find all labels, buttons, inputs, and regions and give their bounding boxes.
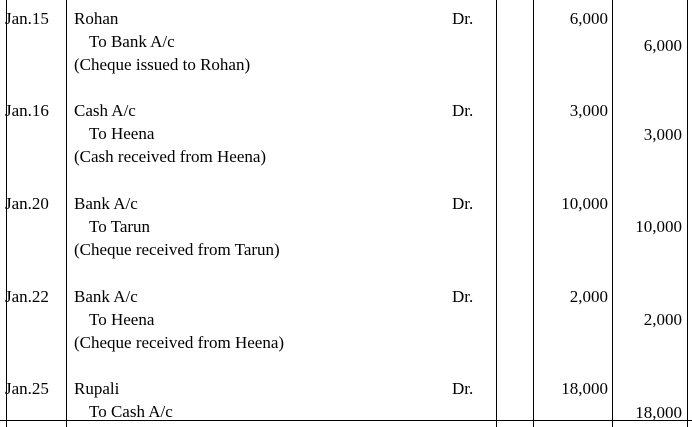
debit-account: Rohan [74,9,119,28]
debit-amount: 3,000 [569,101,608,120]
dr-marker: Dr. [452,287,474,306]
entry-date: Jan.25 [5,379,49,398]
credit-amount: 3,000 [643,125,682,144]
date-column-rule [66,0,67,427]
debit-column-rule [612,0,613,427]
credit-account: To Cash A/c [89,402,173,421]
debit-amount: 18,000 [561,379,608,398]
debit-account: Bank A/c [74,287,138,306]
dr-marker: Dr. [452,379,474,398]
credit-account: To Tarun [89,217,151,236]
debit-amount: 10,000 [561,194,608,213]
credit-account: To Heena [89,310,155,329]
dr-marker: Dr. [452,194,474,213]
narration: (Cheque issued to Rohan) [74,55,251,74]
credit-amount: 2,000 [643,310,682,329]
lf-column-left-rule [496,0,497,427]
entry-date: Jan.22 [5,287,49,306]
entry-date: Jan.20 [5,194,49,213]
narration: (Cheque received from Heena) [74,333,285,352]
dr-marker: Dr. [452,101,474,120]
narration: (Cash received from Heena) [74,147,267,166]
debit-account: Rupali [74,379,120,398]
lf-column-right-rule [533,0,534,427]
debit-account: Cash A/c [74,101,136,120]
credit-amount: 6,000 [643,36,682,55]
right-border [687,0,688,427]
credit-amount: 18,000 [635,403,682,422]
debit-amount: 2,000 [569,287,608,306]
credit-account: To Heena [89,124,155,143]
entry-date: Jan.16 [5,101,49,120]
dr-marker: Dr. [452,9,474,28]
entry-date: Jan.15 [5,9,49,28]
debit-account: Bank A/c [74,194,138,213]
credit-account: To Bank A/c [89,32,175,51]
credit-amount: 10,000 [635,217,682,236]
narration: (Cheque received from Tarun) [74,240,280,259]
debit-amount: 6,000 [569,9,608,28]
